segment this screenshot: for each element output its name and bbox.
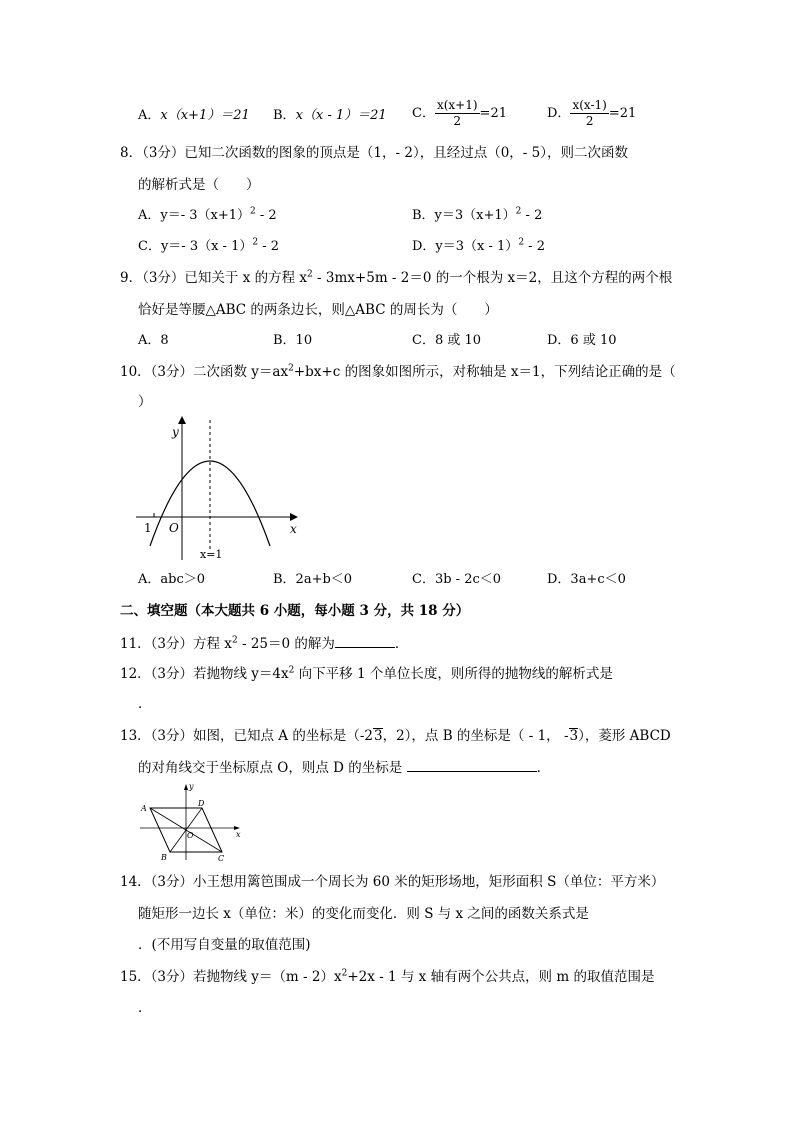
answer-blank[interactable] xyxy=(335,633,395,648)
neg-one-label: 1 xyxy=(144,521,152,535)
q13-line-2: 的对角线交于坐标原点 O，则点 D 的坐标是 ． xyxy=(138,757,550,778)
parabola-curve xyxy=(150,461,270,546)
q9-option-b: B．10 xyxy=(273,333,313,348)
x-label: x xyxy=(290,522,297,536)
q14-line-2: 随矩形一边长 x（单位：米）的变化而变化．则 S 与 x 之间的函数关系式是 xyxy=(138,906,589,922)
point-d-label: D xyxy=(198,799,205,808)
q10-option-b: B．2a+b＜0 xyxy=(273,572,353,587)
y-axis-arrow-icon xyxy=(184,784,188,790)
q14-line-3: ．(不用写自变量的取值范围) xyxy=(138,937,311,953)
symmetry-axis-label: x=1 xyxy=(200,548,223,561)
q14-line-1: 14．（3分）小王想用篱笆围成一个周长为 60 米的矩形场地，矩形面积 S（单位：平方米） xyxy=(120,874,665,890)
point-b-label: B xyxy=(161,853,167,862)
y-axis-arrow-icon xyxy=(178,416,186,424)
sqrt-symbol: 3 xyxy=(569,728,579,744)
origin-label: O xyxy=(187,831,194,840)
q10-option-c: C．3b - 2c＜0 xyxy=(412,572,502,587)
q8-line-1: 8．（3分）已知二次函数的图象的顶点是（1，- 2），且经过点（0，- 5），则二次函数 xyxy=(120,145,628,161)
q7-option-c: C． $\frac{x(x+1)}{2}$ =21 xyxy=(412,98,507,128)
q10-parabola-graph xyxy=(130,412,310,562)
q13-line-1: 13．（3分）如图，已知点 A 的坐标是（-23，2），点 B 的坐标是（ - 1， -3），菱形 ABCD xyxy=(120,728,671,744)
q15-line-1: 15．（3分）若抛物线 $y=(m - 2)x^2+2x - 1$ 与 x 轴有两个公共点，则 m 的取值范围是 xyxy=(120,968,655,985)
q8-option-b: B．$y=3(x+1)^2 - 2$ xyxy=(412,206,543,223)
q8-option-d: D．y＝3（x - 1）$^2$ - 2 xyxy=(412,237,545,254)
q10-line-2: ） xyxy=(138,394,152,410)
q8-option-c: C．y＝- 3（x - 1）$^2$ - 2 xyxy=(138,237,280,254)
q7-option-c-fraction: $\frac{x(x+1)}{2}$ xyxy=(436,98,478,128)
q9-line-2: 恰好是等腰△ABC 的两条边长，则△ABC 的周长为（ ） xyxy=(138,302,498,318)
q8-option-a: A．y＝- $3(x+1)^2 - 2$ xyxy=(138,206,277,223)
sqrt-symbol: 3 xyxy=(374,728,383,744)
point-c-label: C xyxy=(218,854,225,862)
q15-line-2: ． xyxy=(138,1000,152,1016)
q10-line-1: 10．（3分）二次函数 $y=ax^2+bx+c$ 的图象如图所示，对称轴是 x＝1，下列结论正确的是（ xyxy=(120,363,676,380)
y-label: y xyxy=(172,425,179,439)
q7-option-b: B．x（x - 1）＝21 xyxy=(273,108,387,123)
x-axis-arrow-icon xyxy=(290,513,298,521)
section-heading-fill-in: 二、填空题（本大题共 6 小题，每小题 3 分，共 18 分） xyxy=(120,603,470,619)
answer-blank[interactable] xyxy=(407,757,537,772)
q7-option-d-fraction: $\frac{x(x-1)}{2}$ xyxy=(572,98,607,128)
q12-line-1: 12．（3分）若抛物线 $y=4x^2$ 向下平移 1 个单位长度，则所得的抛物线的解析式是 xyxy=(120,665,613,682)
point-a-label: A xyxy=(141,804,147,813)
q7-option-d: D． $\frac{x(x-1)}{2}$ =21 xyxy=(547,98,637,128)
q9-option-a: A．8 xyxy=(138,333,169,348)
origin-label: O xyxy=(169,521,179,535)
q13-rhombus-figure xyxy=(136,780,248,862)
q9-line-1: 9．（3分）已知关于 x 的方程 $x^2 - 3mx+5m - 2=0$ 的一个根为 x＝2，且这个方程的两个根 xyxy=(120,269,673,286)
q10-option-a: A．abc＞0 xyxy=(138,572,206,587)
q9-option-d: D．6 或 10 xyxy=(547,333,617,348)
y-label: y xyxy=(189,782,194,791)
x-label: x xyxy=(236,830,241,839)
q12-line-2: ． xyxy=(138,696,152,712)
q11: 11．（3分）方程 $x^2 - 25=0$ 的解为 ． xyxy=(120,633,408,654)
q10-option-d: D．3a+c＜0 xyxy=(547,572,626,587)
q9-option-c: C．8 或 10 xyxy=(412,333,482,348)
q8-line-2: 的解析式是（ ） xyxy=(138,177,260,193)
q7-option-a: A．x（x+1）＝21 xyxy=(138,108,250,123)
